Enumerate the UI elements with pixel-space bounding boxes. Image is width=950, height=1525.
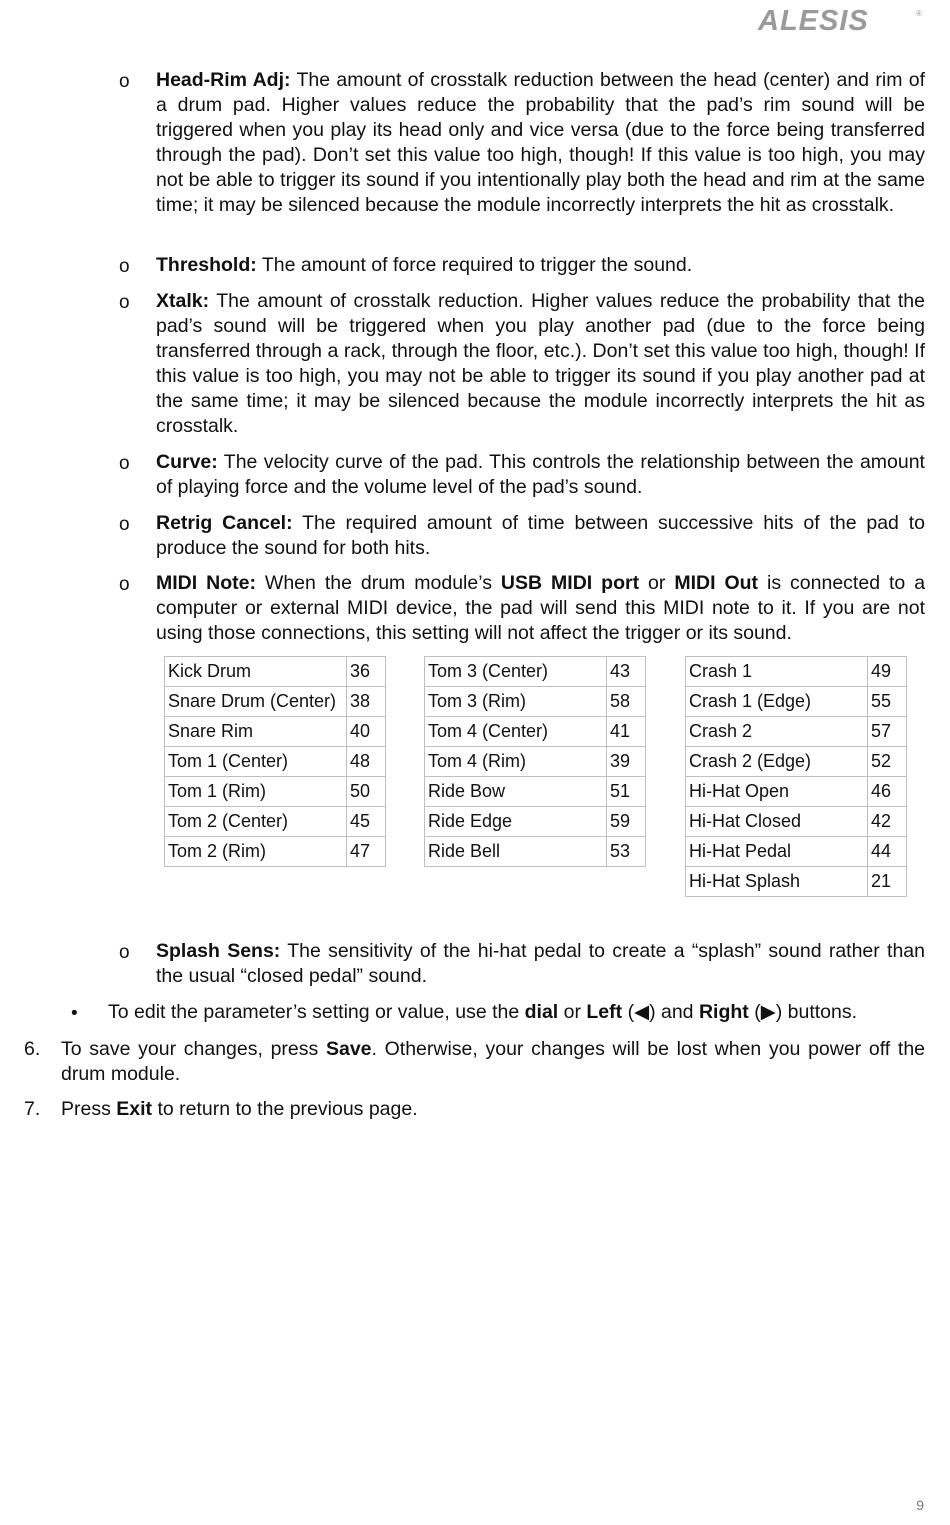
drum-name-cell: Tom 4 (Rim) — [425, 747, 607, 777]
svg-text:ALESIS: ALESIS — [758, 5, 869, 34]
midi-note-table-body — [165, 657, 386, 867]
param-label: Xtalk: — [156, 290, 210, 312]
exit-term: Exit — [116, 1098, 153, 1120]
drum-name-cell: Tom 1 (Center) — [165, 747, 347, 777]
midi-note-cell: 42 — [868, 807, 907, 837]
midi-note-cell: 57 — [868, 717, 907, 747]
edit-instruction: To edit the parameter’s setting or value, use the dial or Left (◀) and Right (▶) buttons. — [108, 1001, 858, 1023]
drum-name-cell: Snare Drum (Center) — [165, 687, 347, 717]
param-label: Splash Sens: — [156, 940, 281, 962]
table-row — [165, 807, 386, 837]
drum-name-cell: Crash 1 (Edge) — [686, 687, 868, 717]
svg-text:®: ® — [916, 9, 922, 18]
right-term: Right — [698, 1001, 749, 1023]
drum-name-cell: Hi-Hat Pedal — [686, 837, 868, 867]
drum-name-cell: Snare Rim — [165, 717, 347, 747]
midi-note-table-body — [425, 657, 646, 867]
step-number: 7. — [24, 1098, 41, 1120]
midi-note-cell: 38 — [347, 687, 386, 717]
midi-note-cell: 51 — [607, 777, 646, 807]
drum-name-cell: Ride Bell — [425, 837, 607, 867]
alesis-logo-mark — [756, 4, 928, 34]
table-row — [425, 747, 646, 777]
table-row — [165, 837, 386, 867]
step-6-text: To save your changes, press Save. Otherwise, your changes will be lost when you power off the drum module. — [61, 1038, 926, 1085]
drum-name-cell: Crash 2 (Edge) — [686, 747, 868, 777]
param-retrig-cancel: Retrig Cancel: The required amount of time between successive hits of the pad to produce the sound for both hits. — [156, 512, 925, 559]
drum-name-cell: Tom 3 (Center) — [425, 657, 607, 687]
table-row — [425, 717, 646, 747]
table-row — [165, 717, 386, 747]
param-label: MIDI Note: — [156, 572, 256, 594]
param-midi-note: MIDI Note: When the drum module’s USB MIDI port or MIDI Out is connected to a computer or external MIDI device, the pad will send this MIDI note to it. If you are not using those connections, this setting will not affect the trigger or its sound. — [156, 572, 926, 644]
sub-bullet-marker: o — [119, 71, 130, 92]
table-row — [165, 687, 386, 717]
param-head-rim-adj: Head-Rim Adj: The amount of crosstalk reduction between the head (center) and rim of a drum pad. Higher values reduce the probability that the pad’s rim sound will be triggered when you play its head only and vice versa (due to the force being transferred through the pad). Don’t set this value too high, though! If this value is too high, you may not be able to trigger its sound if you intentionally play both the head and rim at the same time; it may be silenced because the module incorrectly interprets the hit as crosstalk. — [156, 69, 926, 216]
table-row — [686, 657, 907, 687]
dial-term: dial — [524, 1001, 559, 1023]
table-row — [165, 777, 386, 807]
midi-note-cell: 50 — [347, 777, 386, 807]
param-xtalk: Xtalk: The amount of crosstalk reduction. Higher values reduce the probability that the pad’s sound will be triggered when you play another pad (due to the force being transferred through a rack, through the floor, etc.). Don’t set this value too high, though! If this value is too high, you may not be able to trigger its sound if you play another pad at the same time; it may be silenced because the module incorrectly interprets the hit as crosstalk. — [156, 290, 926, 437]
table-row — [686, 837, 907, 867]
param-splash-sens: Splash Sens: The sensitivity of the hi-hat pedal to create a “splash” sound rather than the usual “closed pedal” sound. — [156, 940, 925, 987]
table-row — [425, 687, 646, 717]
midi-note-table-cymbals — [685, 656, 907, 897]
midi-note-cell: 47 — [347, 837, 386, 867]
drum-name-cell: Ride Edge — [425, 807, 607, 837]
midi-note-table-body — [686, 657, 907, 897]
left-term: Left — [586, 1001, 623, 1023]
midi-note-cell: 43 — [607, 657, 646, 687]
table-row — [686, 807, 907, 837]
param-curve: Curve: The velocity curve of the pad. This controls the relationship between the amount of playing force and the volume level of the pad’s sound. — [156, 451, 925, 498]
drum-name-cell: Hi-Hat Closed — [686, 807, 868, 837]
drum-name-cell: Tom 3 (Rim) — [425, 687, 607, 717]
page-number: 9 — [916, 1497, 924, 1513]
midi-note-cell: 21 — [868, 867, 907, 897]
midi-note-cell: 40 — [347, 717, 386, 747]
midi-note-table-drums — [164, 656, 386, 867]
drum-name-cell: Crash 2 — [686, 717, 868, 747]
sub-bullet-marker: o — [119, 292, 130, 313]
midi-note-cell: 55 — [868, 687, 907, 717]
table-row — [686, 777, 907, 807]
table-row — [425, 807, 646, 837]
midi-note-cell: 52 — [868, 747, 907, 777]
sub-bullet-marker: o — [119, 574, 130, 595]
table-row — [686, 747, 907, 777]
save-term: Save — [325, 1038, 372, 1060]
alesis-logo — [756, 4, 928, 34]
midi-note-cell: 36 — [347, 657, 386, 687]
param-label: Curve: — [156, 451, 218, 473]
drum-name-cell: Crash 1 — [686, 657, 868, 687]
drum-name-cell: Tom 2 (Center) — [165, 807, 347, 837]
midi-note-cell: 48 — [347, 747, 386, 777]
midi-note-cell: 58 — [607, 687, 646, 717]
midi-note-cell: 41 — [607, 717, 646, 747]
table-row — [686, 717, 907, 747]
step-number: 6. — [24, 1038, 41, 1060]
midi-note-cell: 49 — [868, 657, 907, 687]
sub-bullet-marker: o — [119, 514, 130, 535]
midi-note-table-toms-ride — [424, 656, 646, 867]
sub-bullet-marker: o — [119, 453, 130, 474]
left-arrow-icon: ◀ — [634, 1001, 650, 1023]
table-row — [425, 777, 646, 807]
param-label: Threshold: — [156, 254, 257, 276]
sub-bullet-marker: o — [119, 256, 130, 277]
sub-bullet-marker: o — [119, 942, 130, 963]
drum-name-cell: Tom 1 (Rim) — [165, 777, 347, 807]
midi-note-cell: 44 — [868, 837, 907, 867]
midi-note-cell: 59 — [607, 807, 646, 837]
midi-note-cell: 45 — [347, 807, 386, 837]
right-arrow-icon: ▶ — [760, 1001, 776, 1023]
drum-name-cell: Tom 4 (Center) — [425, 717, 607, 747]
table-row — [425, 837, 646, 867]
table-row — [165, 657, 386, 687]
table-row — [686, 687, 907, 717]
table-row — [686, 867, 907, 897]
drum-name-cell: Hi-Hat Splash — [686, 867, 868, 897]
table-row — [425, 657, 646, 687]
bullet-marker: • — [71, 1003, 78, 1024]
midi-note-cell: 39 — [607, 747, 646, 777]
param-label: Head-Rim Adj: — [156, 69, 291, 91]
param-label: Retrig Cancel: — [156, 512, 293, 534]
step-7-text: Press Exit to return to the previous page. — [61, 1098, 418, 1120]
midi-note-cell: 53 — [607, 837, 646, 867]
drum-name-cell: Ride Bow — [425, 777, 607, 807]
drum-name-cell: Kick Drum — [165, 657, 347, 687]
param-threshold: Threshold: The amount of force required to trigger the sound. — [156, 254, 693, 276]
midi-note-cell: 46 — [868, 777, 907, 807]
drum-name-cell: Hi-Hat Open — [686, 777, 868, 807]
drum-name-cell: Tom 2 (Rim) — [165, 837, 347, 867]
table-row — [165, 747, 386, 777]
